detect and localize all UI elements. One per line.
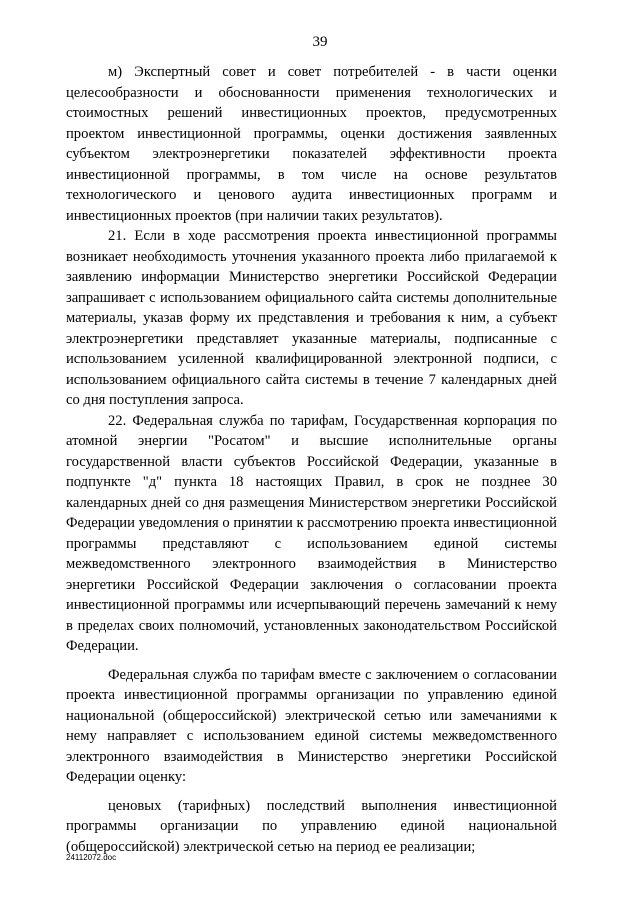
paragraph-21: 21. Если в ходе рассмотрения проекта инвестиционной программы возникает необходимость уточнения указанного проекта либо прилагаемой к заявлению информации Министерство энергетики Российской Федерации запрашивает с использованием официального сайта системы дополнительные материалы, указав форму их представления и требования к ним, а субъект электроэнергетики представляет указанные материалы, подписанные с использованием усиленной квалифицированной электронной подписи, с использованием официального сайта системы в течение 7 календарных дней со дня поступления запроса.	[66, 228, 557, 408]
paragraph-tariff-consequences: ценовых (тарифных) последствий выполнения инвестиционной программы организации по управлению единой национальной (общероссийской) электрической сетью на период ее реализации;	[66, 797, 557, 855]
paragraph-22: 22. Федеральная служба по тарифам, Государственная корпорация по атомной энергии "Росатом" и высшие исполнительные органы государственной власти субъектов Российской Федерации, указанные в подпункте "д" пункта 18 настоящих Правил, в срок не позднее 30 календарных дней со дня размещения Министерством энергетики Российской Федерации уведомления о принятии к рассмотрению проекта инвестиционной программы представляют с использованием единой системы межведомственного электронного взаимодействия в Министерство энергетики Российской Федерации заключения о согласовании проекта инвестиционной программы или исчерпывающий перечень замечаний к нему в пределах своих полномочий, установленных законодательством Российской Федерации.	[66, 412, 557, 654]
paragraph-fst-assessment: Федеральная служба по тарифам вместе с заключением о согласовании проекта инвестиционной программы организации по управлению единой национальной (общероссийской) электрической сетью или замечаниями к нему направляет с использованием единой системы межведомственного электронного взаимодействия в Министерство энергетики Российской Федерации оценку:	[66, 666, 557, 785]
document-body	[66, 62, 557, 857]
footer-document-code: 24112072.doc	[66, 853, 117, 862]
page-number: 39	[312, 34, 328, 50]
paragraph-m-expert-council: м) Экспертный совет и совет потребителей - в части оценки целесообразности и обоснованности применения технологических и стоимостных решений инвестиционных проектов, предусмотренных проектом инвестиционной программы, оценки достижения заявленных субъектом электроэнергетики показателей эффективности проекта инвестиционной программы, в том числе на основе результатов технологического и ценового аудита инвестиционных программ и инвестиционных проектов (при наличии таких результатов).	[66, 64, 557, 224]
